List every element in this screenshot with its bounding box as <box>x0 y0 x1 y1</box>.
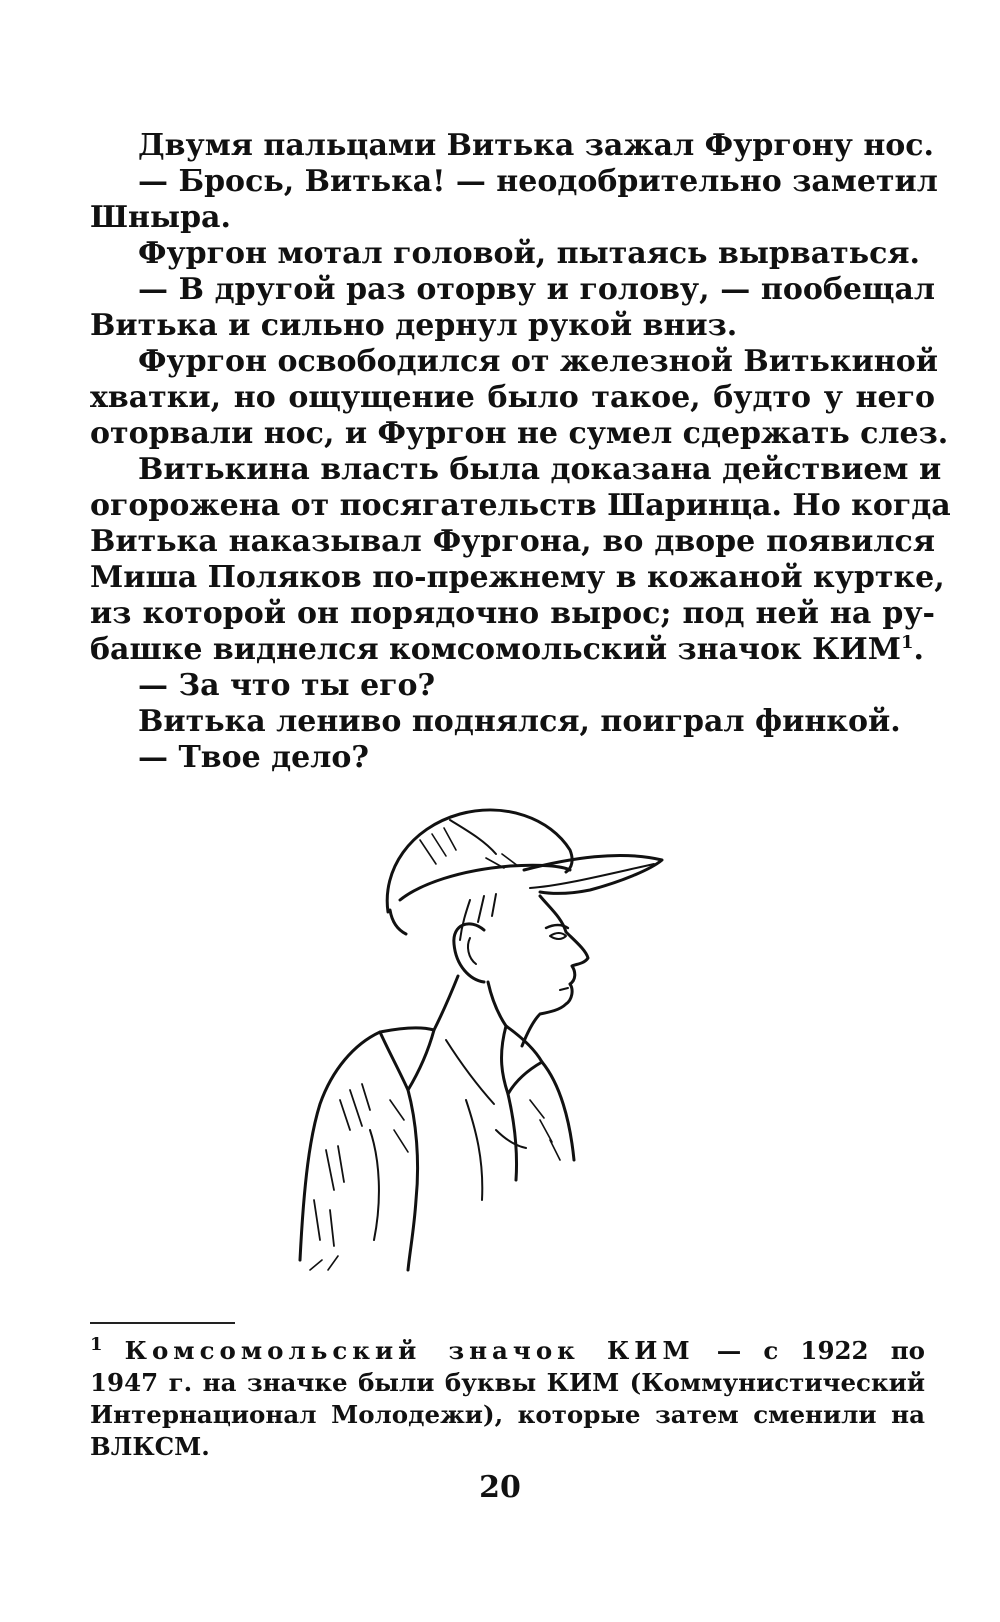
text-line: Витька и сильно дернул рукой вниз. <box>90 308 738 343</box>
text-line <box>90 632 935 668</box>
footnote-marker: 1 <box>90 1333 103 1355</box>
footnote-divider <box>90 1322 235 1324</box>
text-line: из которой он порядочно вырос; под ней на ру- <box>90 596 935 631</box>
text-line: Двумя пальцами Витька зажал Фургону нос. <box>138 128 934 163</box>
footnote-line: 1947 г. на значке были буквы КИМ (Коммунистический <box>90 1368 925 1397</box>
text-line: Миша Поляков по-прежнему в кожаной куртке, <box>90 560 945 595</box>
text-line: — Твое дело? <box>138 740 369 775</box>
footnote-term: Комсомольский значок КИМ <box>124 1336 695 1365</box>
footnote-line1-rest: — с 1922 по <box>716 1336 925 1365</box>
text-line: Витька наказывал Фургона, во дворе появился <box>90 524 935 559</box>
text-line: — В другой раз оторву и голову, — пообещал <box>138 272 935 307</box>
text-line: — За что ты его? <box>138 668 436 703</box>
text-line: Витькина власть была доказана действием и <box>138 452 942 487</box>
page-number: 20 <box>479 1470 521 1505</box>
text-line: Фургон освободился от железной Витькиной <box>138 344 939 379</box>
footnote-line: Интернационал Молодежи), которые затем сменили на <box>90 1400 925 1429</box>
text-line-body: башке виднелся комсомольский значок КИМ <box>90 632 901 667</box>
text-line: огорожена от посягательств Шаринца. Но когда <box>90 488 951 523</box>
text-line-end: . <box>913 632 924 667</box>
text-line: Фургон мотал головой, пытаясь вырваться. <box>138 236 920 271</box>
footnote-ref: 1 <box>900 632 914 653</box>
text-line: оторвали нос, и Фургон не сумел сдержать слез. <box>90 416 949 451</box>
footnote-line: ВЛКСМ. <box>90 1432 210 1461</box>
boy-in-cap-illustration <box>270 800 710 1280</box>
main-text <box>90 128 951 776</box>
text-line: хватки, но ощущение было такое, будто у него <box>90 380 935 415</box>
footnote-line <box>90 1335 925 1367</box>
text-line: Витька лениво поднялся, поиграл финкой. <box>138 704 901 739</box>
text-line: — Брось, Витька! — неодобрительно заметил <box>138 164 938 199</box>
footnote <box>90 1335 925 1463</box>
text-line: Шныра. <box>90 200 231 235</box>
